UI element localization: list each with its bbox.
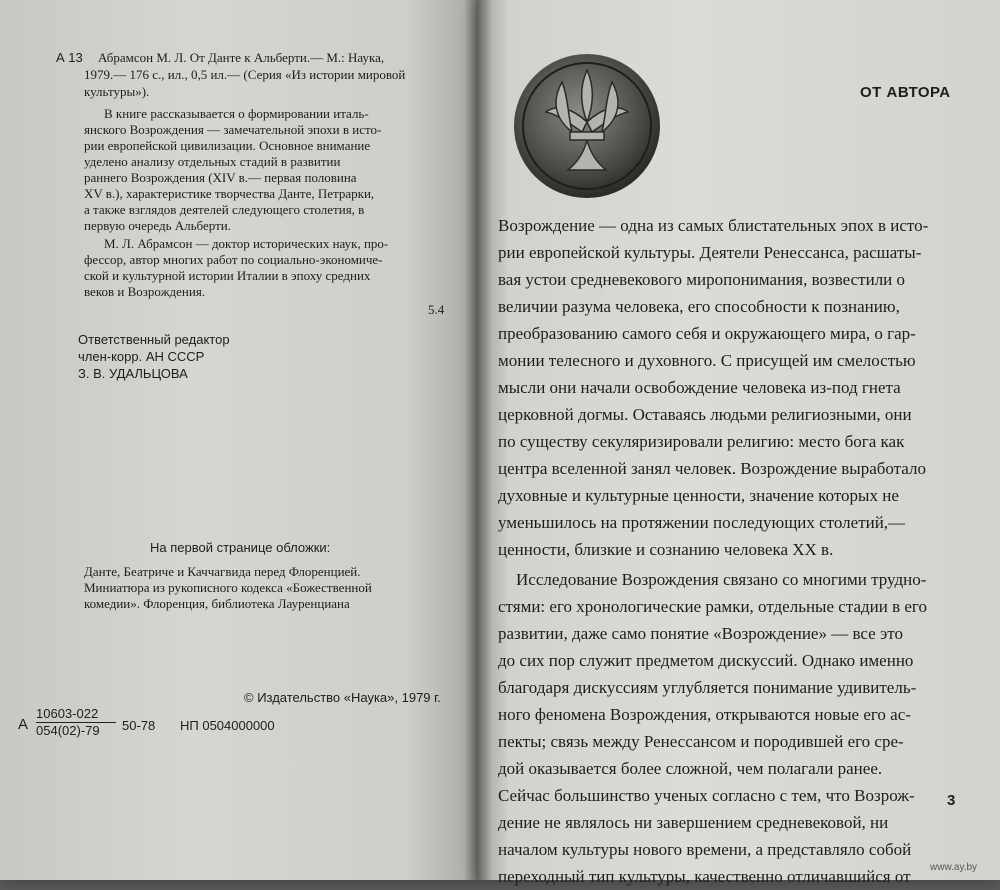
paragraph-line: Исследование Возрождения связано со многими трудно-	[516, 570, 927, 589]
np-code: НП 0504000000	[180, 718, 275, 733]
author-line: ской и культурной истории Италии в эпоху средних	[84, 268, 371, 283]
paragraph-line: преобразованию самого себя и окружающего мира, о гар-	[498, 324, 916, 343]
annotation-line: раннего Возрождения (XIV в.— первая половина	[84, 170, 357, 185]
section-heading: ОТ АВТОРА	[860, 84, 951, 101]
paragraph-line: рии европейской культуры. Деятели Ренессанса, расшаты-	[498, 243, 922, 262]
isbn-suffix: 50-78	[122, 718, 156, 733]
paragraph-line: церковной догмы. Оставаясь людьми религиозными, они	[498, 405, 912, 424]
florin-coin-icon	[512, 52, 662, 200]
paragraph-line: до сих пор служит предметом дискуссий. Однако именно	[498, 651, 914, 670]
editor-rank: член-корр. АН СССР	[78, 349, 205, 364]
isbn-numerator: 10603-022	[36, 706, 116, 723]
paragraph-line: дение не являлось ни завершением средневековой, ни	[498, 813, 889, 832]
page-number: 3	[947, 792, 956, 809]
catalog-code: А 13	[56, 50, 83, 65]
paragraph-line: ценности, близкие и сознанию человека XX в.	[498, 540, 834, 559]
paragraph-line: переходный тип культуры, качественно отличавшийся от	[498, 867, 911, 886]
annotation-line: XV в.), характеристике творчества Данте, Петрарки,	[84, 186, 375, 201]
isbn-letter: А	[18, 716, 29, 733]
author-line: фессор, автор многих работ по социально-экономиче-	[84, 252, 383, 267]
left-page	[0, 0, 478, 880]
paragraph-line: вая устои средневекового миропонимания, возвестили о	[498, 270, 906, 289]
bibliographic-line-3: культуры»).	[84, 84, 150, 99]
paragraph-line: началом культуры нового времени, а представляло собой	[498, 840, 912, 859]
annotation-line: В книге рассказывается о формировании италь-	[104, 106, 369, 121]
paragraph-line: Сейчас большинство ученых согласно с тем, что Возрож-	[498, 786, 915, 805]
paragraph-line: духовные и культурные ценности, значение которых не	[498, 486, 899, 505]
paragraph-line: уменьшилось на протяжении последующих столетий,—	[498, 513, 906, 532]
paragraph-line: Возрождение — одна из самых блистательных эпох в исто-	[498, 216, 929, 235]
isbn-denominator: 054(02)-79	[36, 723, 100, 738]
author-line: М. Л. Абрамсон — доктор исторических наук, про-	[104, 236, 389, 251]
annotation-line: уделено анализу отдельных стадий в развитии	[84, 154, 341, 169]
watermark: www.ay.by	[930, 862, 978, 873]
paragraph-line: ного феномена Возрождения, открываются новые его ас-	[498, 705, 911, 724]
annotation-line: а также взглядов деятелей следующего столетия, в	[84, 202, 365, 217]
bbk-code: 5.4	[428, 302, 445, 317]
paragraph-line: по существу секуляризировали религию: место бога как	[498, 432, 905, 451]
copyright: © Издательство «Наука», 1979 г.	[244, 690, 441, 705]
cover-heading: На первой странице обложки:	[150, 540, 331, 555]
cover-line: комедии». Флоренция, библиотека Лауренциана	[84, 596, 350, 611]
cover-line: Данте, Беатриче и Каччагвида перед Флоренцией.	[84, 564, 361, 579]
paragraph-line: мысли они начали освобождение человека из-под гнета	[498, 378, 901, 397]
bibliographic-line-2: 1979.— 176 с., ил., 0,5 ил.— (Серия «Из истории мировой	[84, 67, 406, 82]
cover-line: Миниатюра из рукописного кодекса «Божественной	[84, 580, 372, 595]
book-gutter	[464, 0, 492, 880]
editor-name: З. В. УДАЛЬЦОВА	[78, 366, 188, 381]
annotation-line: первую очередь Альберти.	[84, 218, 231, 233]
annotation-line: рии европейской цивилизации. Основное внимание	[84, 138, 371, 153]
paragraph-line: монии телесного и духовного. С присущей им смелостью	[498, 351, 916, 370]
paragraph-line: пекты; связь между Ренессансом и породившей его сре-	[498, 732, 904, 751]
paragraph-line: благодаря дискуссиям углубляется понимание удивитель-	[498, 678, 917, 697]
annotation-line: янского Возрождения — замечательной эпохи в исто-	[84, 122, 382, 137]
editor-title: Ответственный редактор	[78, 332, 230, 347]
paragraph-line: развитии, даже само понятие «Возрождение» — все это	[498, 624, 903, 643]
isbn-fraction	[36, 706, 116, 738]
bibliographic-line-1: Абрамсон М. Л. От Данте к Альберти.— М.: Наука,	[98, 50, 385, 65]
paragraph-line: дой оказывается более сложной, чем полагали ранее.	[498, 759, 883, 778]
paragraph-line: центра вселенной занял человек. Возрождение выработало	[498, 459, 926, 478]
paragraph-line: величии разума человека, его способности к познанию,	[498, 297, 900, 316]
author-line: веков и Возрождения.	[84, 284, 206, 299]
paragraph-line: стями: его хронологические рамки, отдельные стадии в его	[498, 597, 927, 616]
